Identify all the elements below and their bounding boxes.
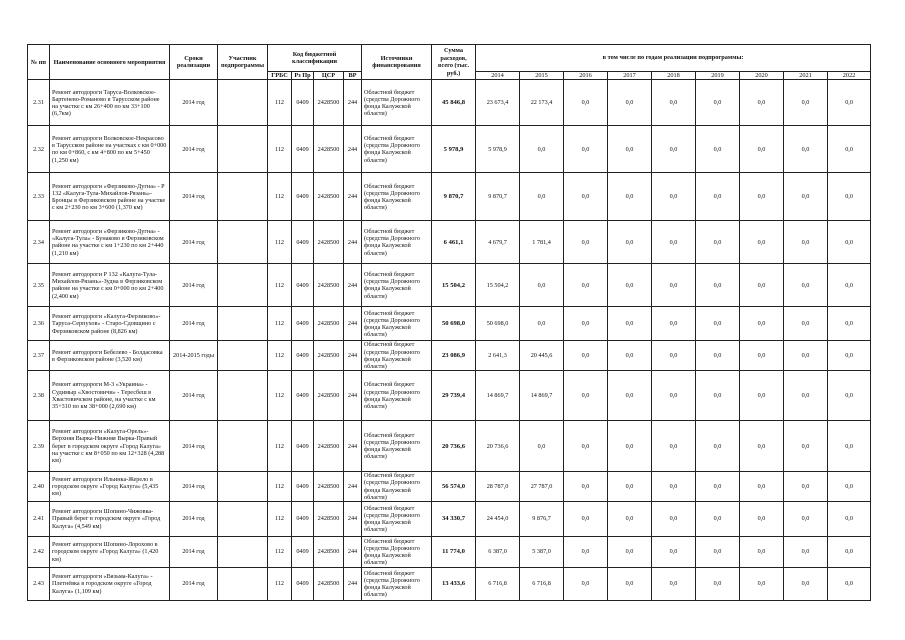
row-rzpr: 0409 — [292, 126, 314, 173]
row-year-value: 0,0 — [784, 502, 828, 537]
row-year-value: 0,0 — [740, 371, 784, 421]
row-year-value: 0,0 — [608, 80, 652, 126]
row-year-value: 0,0 — [784, 371, 828, 421]
row-year-value: 0,0 — [828, 502, 871, 537]
row-source: Областной бюджет (средства Дорожного фонда Калужской области) — [362, 537, 432, 568]
row-rzpr: 0409 — [292, 221, 314, 264]
row-year-value: 0,0 — [696, 421, 740, 472]
row-rzpr: 0409 — [292, 537, 314, 568]
row-year-value: 0,0 — [608, 341, 652, 371]
row-year-value: 6 716,8 — [520, 568, 564, 601]
row-year-value: 0,0 — [784, 341, 828, 371]
row-number: 2.42 — [28, 537, 50, 568]
row-year-value: 0,0 — [652, 537, 696, 568]
row-year-value: 0,0 — [740, 341, 784, 371]
row-year-value: 27 787,0 — [520, 472, 564, 502]
row-participant — [218, 264, 268, 307]
row-vr: 244 — [344, 173, 362, 221]
row-rzpr: 0409 — [292, 264, 314, 307]
row-name: Ремонт автодороги Шопино-Лорохово в городском округе «Город Калуга» (1,420 км) — [50, 537, 170, 568]
table-row — [28, 537, 871, 568]
row-year-value: 0,0 — [696, 307, 740, 341]
row-grbs: 112 — [268, 80, 292, 126]
row-year-value: 0,0 — [828, 472, 871, 502]
row-vr: 244 — [344, 80, 362, 126]
row-year-value: 0,0 — [828, 173, 871, 221]
row-vr: 244 — [344, 472, 362, 502]
row-total: 45 846,8 — [432, 80, 476, 126]
row-number: 2.40 — [28, 472, 50, 502]
row-year-value: 0,0 — [652, 173, 696, 221]
row-year-value: 0,0 — [564, 307, 608, 341]
row-source: Областной бюджет (средства Дорожного фонда Калужской области) — [362, 80, 432, 126]
row-participant — [218, 568, 268, 601]
row-year-value: 0,0 — [696, 173, 740, 221]
row-total: 50 698,0 — [432, 307, 476, 341]
row-rzpr: 0409 — [292, 502, 314, 537]
row-year-value: 0,0 — [828, 421, 871, 472]
row-term: 2014 год — [170, 307, 218, 341]
header-grbs: ГРБС — [268, 72, 292, 80]
row-grbs: 112 — [268, 221, 292, 264]
row-source: Областной бюджет (средства Дорожного фонда Калужской области) — [362, 341, 432, 371]
row-vr: 244 — [344, 537, 362, 568]
header-year: 2021 — [784, 72, 828, 80]
table-body — [28, 80, 871, 601]
row-grbs: 112 — [268, 264, 292, 307]
row-year-value: 0,0 — [740, 126, 784, 173]
row-grbs: 112 — [268, 568, 292, 601]
row-total: 13 433,6 — [432, 568, 476, 601]
row-source: Областной бюджет (средства Дорожного фонда Калужской области) — [362, 264, 432, 307]
row-year-value: 0,0 — [784, 421, 828, 472]
row-total: 34 330,7 — [432, 502, 476, 537]
row-source: Областной бюджет (средства Дорожного фонда Калужской области) — [362, 307, 432, 341]
row-rzpr: 0409 — [292, 568, 314, 601]
row-vr: 244 — [344, 341, 362, 371]
row-participant — [218, 421, 268, 472]
row-year-value: 20 736,6 — [476, 421, 520, 472]
row-source: Областной бюджет (средства Дорожного фонда Калужской области) — [362, 371, 432, 421]
row-vr: 244 — [344, 421, 362, 472]
header-year: 2019 — [696, 72, 740, 80]
row-year-value: 2 641,3 — [476, 341, 520, 371]
header-year: 2017 — [608, 72, 652, 80]
row-year-value: 0,0 — [608, 264, 652, 307]
row-number: 2.39 — [28, 421, 50, 472]
header-year: 2016 — [564, 72, 608, 80]
row-year-value: 0,0 — [520, 173, 564, 221]
row-vr: 244 — [344, 221, 362, 264]
table-row — [28, 341, 871, 371]
row-csr: 2428500 — [314, 371, 344, 421]
row-year-value: 0,0 — [740, 568, 784, 601]
row-csr: 2428500 — [314, 126, 344, 173]
row-year-value: 0,0 — [652, 307, 696, 341]
row-year-value: 23 673,4 — [476, 80, 520, 126]
row-year-value: 0,0 — [652, 472, 696, 502]
row-year-value: 0,0 — [608, 173, 652, 221]
row-year-value: 5 978,9 — [476, 126, 520, 173]
row-year-value: 0,0 — [828, 264, 871, 307]
row-name: Ремонт автодороги Бебелево - Болдасовка в Ферзиковском районе (3,520 км) — [50, 341, 170, 371]
row-year-value: 0,0 — [608, 371, 652, 421]
table-row — [28, 502, 871, 537]
row-year-value: 0,0 — [828, 371, 871, 421]
table-row — [28, 421, 871, 472]
row-year-value: 0,0 — [740, 537, 784, 568]
row-source: Областной бюджет (средства Дорожного фонда Калужской области) — [362, 221, 432, 264]
row-year-value: 0,0 — [564, 221, 608, 264]
row-year-value: 0,0 — [740, 472, 784, 502]
row-year-value: 0,0 — [608, 307, 652, 341]
row-year-value: 0,0 — [520, 421, 564, 472]
row-number: 2.36 — [28, 307, 50, 341]
row-rzpr: 0409 — [292, 341, 314, 371]
row-csr: 2428500 — [314, 80, 344, 126]
row-participant — [218, 472, 268, 502]
row-year-value: 0,0 — [696, 371, 740, 421]
header-num: № пп — [28, 45, 50, 80]
row-total: 11 774,0 — [432, 537, 476, 568]
row-source: Областной бюджет (средства Дорожного фонда Калужской области) — [362, 126, 432, 173]
header-kbk: Код бюджетной классификации — [268, 45, 362, 72]
row-participant — [218, 341, 268, 371]
row-total: 23 086,9 — [432, 341, 476, 371]
header-vr: ВР — [344, 72, 362, 80]
header-participant: Участник подпрограммы — [218, 45, 268, 80]
row-year-value: 0,0 — [564, 126, 608, 173]
row-year-value: 0,0 — [828, 568, 871, 601]
row-grbs: 112 — [268, 173, 292, 221]
row-year-value: 0,0 — [564, 537, 608, 568]
row-year-value: 0,0 — [608, 537, 652, 568]
row-total: 15 504,2 — [432, 264, 476, 307]
row-term: 2014 год — [170, 126, 218, 173]
table-row — [28, 264, 871, 307]
row-csr: 2428500 — [314, 341, 344, 371]
row-year-value: 0,0 — [828, 341, 871, 371]
row-year-value: 15 504,2 — [476, 264, 520, 307]
row-participant — [218, 221, 268, 264]
row-year-value: 0,0 — [608, 126, 652, 173]
row-year-value: 9 870,7 — [476, 173, 520, 221]
row-year-value: 1 781,4 — [520, 221, 564, 264]
row-rzpr: 0409 — [292, 80, 314, 126]
row-year-value: 0,0 — [564, 371, 608, 421]
row-term: 2014 год — [170, 371, 218, 421]
row-term: 2014 год — [170, 264, 218, 307]
row-name: Ремонт автодороги Шопино-Чижовка-Правый берег в городском округе «Город Калуга» (4,549 км) — [50, 502, 170, 537]
row-year-value: 0,0 — [564, 421, 608, 472]
row-year-value: 22 173,4 — [520, 80, 564, 126]
row-name: Ремонт автодороги Р 132 «Калуга-Тула-Михайлов-Рязань»-Зудна в Ферзиковском районе на участке с км 0+000 по км 2+400 (2,400 км) — [50, 264, 170, 307]
row-year-value: 0,0 — [696, 221, 740, 264]
row-csr: 2428500 — [314, 221, 344, 264]
row-name: Ремонт автодороги «Вязьма-Калуга» - Плетнёвка в городском округе «Город Калуга» (1,109 км) — [50, 568, 170, 601]
row-year-value: 0,0 — [564, 264, 608, 307]
row-year-value: 24 454,0 — [476, 502, 520, 537]
header-total: Сумма расходов, всего (тыс. руб.) — [432, 45, 476, 80]
row-year-value: 0,0 — [740, 502, 784, 537]
row-year-value: 0,0 — [652, 264, 696, 307]
row-year-value: 0,0 — [608, 472, 652, 502]
row-year-value: 0,0 — [652, 80, 696, 126]
row-name: Ремонт автодороги Волковское-Некрасово в Тарусском районе на участках с км 0+000 по км 0+860, с км 4+800 по км 5+450 (1,250 км) — [50, 126, 170, 173]
row-rzpr: 0409 — [292, 472, 314, 502]
row-year-value: 0,0 — [564, 568, 608, 601]
row-number: 2.35 — [28, 264, 50, 307]
row-year-value: 0,0 — [828, 537, 871, 568]
row-participant — [218, 537, 268, 568]
table-row — [28, 568, 871, 601]
row-term: 2014 год — [170, 80, 218, 126]
row-grbs: 112 — [268, 502, 292, 537]
row-year-value: 0,0 — [784, 126, 828, 173]
row-number: 2.33 — [28, 173, 50, 221]
row-term: 2014 год — [170, 537, 218, 568]
row-year-value: 0,0 — [652, 126, 696, 173]
row-vr: 244 — [344, 126, 362, 173]
row-year-value: 0,0 — [652, 341, 696, 371]
row-year-value: 0,0 — [784, 307, 828, 341]
row-year-value: 0,0 — [696, 537, 740, 568]
row-participant — [218, 307, 268, 341]
row-year-value: 0,0 — [740, 173, 784, 221]
row-total: 56 574,0 — [432, 472, 476, 502]
row-source: Областной бюджет (средства Дорожного фонда Калужской области) — [362, 472, 432, 502]
row-year-value: 0,0 — [696, 502, 740, 537]
row-grbs: 112 — [268, 371, 292, 421]
row-csr: 2428500 — [314, 568, 344, 601]
row-vr: 244 — [344, 502, 362, 537]
row-csr: 2428500 — [314, 264, 344, 307]
row-year-value: 0,0 — [652, 371, 696, 421]
row-csr: 2428500 — [314, 307, 344, 341]
row-csr: 2428500 — [314, 173, 344, 221]
row-year-value: 0,0 — [608, 502, 652, 537]
row-number: 2.41 — [28, 502, 50, 537]
row-rzpr: 0409 — [292, 421, 314, 472]
row-year-value: 0,0 — [828, 80, 871, 126]
row-name: Ремонт автодороги «Калуга-Орель»-Верхняя Вырка-Нижняя Вырка-Правый берег в городском округе «Город Калуга» на участке с км 8+050 по км 12+328 (4,288 км) — [50, 421, 170, 472]
row-year-value: 0,0 — [696, 472, 740, 502]
table-row — [28, 472, 871, 502]
row-participant — [218, 502, 268, 537]
row-year-value: 0,0 — [564, 341, 608, 371]
row-name: Ремонт автодороги Таруса-Волковское-Бартенево-Романово в Тарусском районе на участке с км 26+400 по км 33+100 (6,7км) — [50, 80, 170, 126]
row-year-value: 0,0 — [608, 221, 652, 264]
row-year-value: 5 387,0 — [520, 537, 564, 568]
row-year-value: 0,0 — [520, 307, 564, 341]
row-source: Областной бюджет (средства Дорожного фонда Калужской области) — [362, 568, 432, 601]
row-vr: 244 — [344, 371, 362, 421]
row-term: 2014 год — [170, 472, 218, 502]
row-year-value: 0,0 — [520, 264, 564, 307]
row-year-value: 0,0 — [784, 80, 828, 126]
row-csr: 2428500 — [314, 502, 344, 537]
row-term: 2014-2015 годы — [170, 341, 218, 371]
row-name: Ремонт автодороги М-3 «Украина» - Судимыр «Хвостовичи» - Тересбеш в Хвастовичском районе, на участке с км 35+310 по км 38+000 (2,690 км) — [50, 371, 170, 421]
row-csr: 2428500 — [314, 537, 344, 568]
row-number: 2.38 — [28, 371, 50, 421]
row-year-value: 0,0 — [652, 502, 696, 537]
row-year-value: 0,0 — [828, 307, 871, 341]
row-rzpr: 0409 — [292, 371, 314, 421]
row-vr: 244 — [344, 264, 362, 307]
row-number: 2.37 — [28, 341, 50, 371]
row-term: 2014 год — [170, 502, 218, 537]
row-year-value: 0,0 — [564, 502, 608, 537]
row-year-value: 0,0 — [740, 421, 784, 472]
table-row — [28, 126, 871, 173]
table-row — [28, 371, 871, 421]
row-year-value: 0,0 — [652, 421, 696, 472]
row-year-value: 9 876,7 — [520, 502, 564, 537]
row-grbs: 112 — [268, 341, 292, 371]
table-row — [28, 221, 871, 264]
row-year-value: 0,0 — [696, 264, 740, 307]
row-rzpr: 0409 — [292, 173, 314, 221]
row-year-value: 0,0 — [608, 421, 652, 472]
row-year-value: 14 869,7 — [476, 371, 520, 421]
row-source: Областной бюджет (средства Дорожного фонда Калужской области) — [362, 421, 432, 472]
row-term: 2014 год — [170, 221, 218, 264]
row-year-value: 0,0 — [784, 264, 828, 307]
row-year-value: 0,0 — [564, 80, 608, 126]
row-vr: 244 — [344, 307, 362, 341]
row-year-value: 0,0 — [564, 173, 608, 221]
row-year-value: 14 869,7 — [520, 371, 564, 421]
row-total: 9 870,7 — [432, 173, 476, 221]
row-year-value: 0,0 — [740, 221, 784, 264]
row-name: Ремонт автодороги «Ферзиково-Дугна» - Р 132 «Калуга-Тула-Михайлов-Рязань»-Бронцы в Ферзиковском районе на участке с км 2+230 по км 3+600 (1,370 км) — [50, 173, 170, 221]
row-grbs: 112 — [268, 126, 292, 173]
header-term: Сроки реализации — [170, 45, 218, 80]
row-grbs: 112 — [268, 472, 292, 502]
row-source: Областной бюджет (средства Дорожного фонда Калужской области) — [362, 173, 432, 221]
row-year-value: 0,0 — [828, 221, 871, 264]
row-name: Ремонт автодороги «Ферзиково-Дугна» - «Калуга-Тула» - Бунаково в Ферзиковском районе на участке с км 1+230 по км 2+440 (1,210 км) — [50, 221, 170, 264]
row-term: 2014 год — [170, 568, 218, 601]
row-total: 20 736,6 — [432, 421, 476, 472]
header-year: 2014 — [476, 72, 520, 80]
row-year-value: 0,0 — [696, 126, 740, 173]
header-csr: ЦСР — [314, 72, 344, 80]
row-total: 29 739,4 — [432, 371, 476, 421]
header-year: 2015 — [520, 72, 564, 80]
row-year-value: 0,0 — [520, 126, 564, 173]
table-row — [28, 173, 871, 221]
row-name: Ремонт автодороги Ильинка-Жерело в городском округе «Город Калуга» (5,435 км) — [50, 472, 170, 502]
table-row — [28, 80, 871, 126]
row-year-value: 0,0 — [784, 568, 828, 601]
header-year: 2020 — [740, 72, 784, 80]
row-year-value: 0,0 — [652, 568, 696, 601]
row-year-value: 6 387,0 — [476, 537, 520, 568]
row-year-value: 0,0 — [564, 472, 608, 502]
document-page — [27, 44, 869, 601]
row-year-value: 0,0 — [740, 264, 784, 307]
row-grbs: 112 — [268, 537, 292, 568]
row-name: Ремонт автодороги «Калуга-Ферзиково»-Таруса-Серпухов» - Старо-Сдовщино с Ферзиковском районе (8,826 км) — [50, 307, 170, 341]
header-year: 2022 — [828, 72, 871, 80]
row-total: 6 461,1 — [432, 221, 476, 264]
row-source: Областной бюджет (средства Дорожного фонда Калужской области) — [362, 502, 432, 537]
row-number: 2.32 — [28, 126, 50, 173]
header-year: 2018 — [652, 72, 696, 80]
row-vr: 244 — [344, 568, 362, 601]
row-year-value: 4 679,7 — [476, 221, 520, 264]
row-year-value: 0,0 — [696, 568, 740, 601]
row-number: 2.34 — [28, 221, 50, 264]
row-csr: 2428500 — [314, 472, 344, 502]
row-participant — [218, 126, 268, 173]
row-year-value: 0,0 — [784, 472, 828, 502]
row-csr: 2428500 — [314, 421, 344, 472]
row-year-value: 0,0 — [608, 568, 652, 601]
header-rzpr: Рз Пр — [292, 72, 314, 80]
row-year-value: 0,0 — [784, 537, 828, 568]
header-name: Наименование основного мероприятия — [50, 45, 170, 80]
row-year-value: 0,0 — [740, 80, 784, 126]
row-grbs: 112 — [268, 307, 292, 341]
row-year-value: 6 716,8 — [476, 568, 520, 601]
row-number: 2.43 — [28, 568, 50, 601]
header-source: Источники финансирования — [362, 45, 432, 80]
row-term: 2014 год — [170, 421, 218, 472]
row-year-value: 0,0 — [740, 307, 784, 341]
row-year-value: 28 787,0 — [476, 472, 520, 502]
row-term: 2014 год — [170, 173, 218, 221]
row-year-value: 50 698,0 — [476, 307, 520, 341]
row-participant — [218, 371, 268, 421]
header-byyears: в том числе по годам реализации подпрограммы: — [476, 45, 871, 72]
row-year-value: 0,0 — [784, 173, 828, 221]
row-grbs: 112 — [268, 421, 292, 472]
row-participant — [218, 80, 268, 126]
row-year-value: 0,0 — [784, 221, 828, 264]
row-rzpr: 0409 — [292, 307, 314, 341]
row-participant — [218, 173, 268, 221]
row-year-value: 20 445,6 — [520, 341, 564, 371]
program-table — [27, 44, 871, 601]
row-year-value: 0,0 — [696, 341, 740, 371]
row-number: 2.31 — [28, 80, 50, 126]
row-total: 5 978,9 — [432, 126, 476, 173]
table-row — [28, 307, 871, 341]
row-year-value: 0,0 — [652, 221, 696, 264]
row-year-value: 0,0 — [696, 80, 740, 126]
row-year-value: 0,0 — [828, 126, 871, 173]
